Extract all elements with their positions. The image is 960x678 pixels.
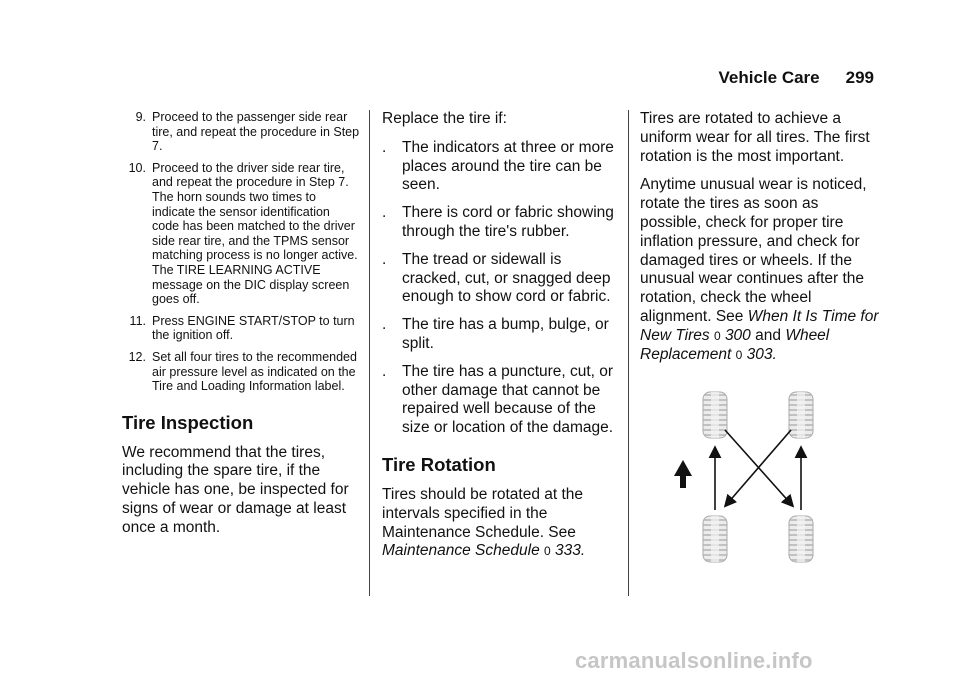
- column-left: [122, 110, 360, 548]
- tire-rotation-heading: Tire Rotation: [382, 453, 496, 475]
- maintenance-schedule-link[interactable]: Maintenance Schedule: [382, 542, 540, 560]
- column-divider: [369, 110, 370, 596]
- column-right: [640, 110, 880, 374]
- page-number: 299: [845, 68, 874, 87]
- page-ref-icon: 0: [735, 347, 743, 362]
- section-title: Vehicle Care: [718, 68, 820, 87]
- page-ref-icon: 0: [713, 328, 721, 343]
- step-item: 12. Set all four tires to the recommended air pressure level as indicated on the Tire and Loading Information label.: [128, 349, 357, 394]
- new-tires-link[interactable]: When It Is Time for New Tires: [640, 307, 879, 344]
- step-item: 10. Proceed to the driver side rear tire, and repeat the procedure in Step 7. The horn sounds two times to indicate the sensor identification code has been matched to the driver side rear tire, and the TPMS sensor matching process is no longer active. The TIRE LEARNING ACTIVE message on the DIC display screen goes off.: [128, 160, 358, 307]
- step-item: 9. Proceed to the passenger side rear tire, and repeat the procedure in Step 7.: [135, 110, 360, 154]
- list-item: . The tire has a bump, bulge, or split.: [382, 316, 609, 352]
- list-item: . The tire has a puncture, cut, or other damage that cannot be repaired well because of the size or location of the damage.: [382, 362, 614, 437]
- page-ref[interactable]: 300: [724, 326, 751, 344]
- list-item: . The tread or sidewall is cracked, cut, or snagged deep enough to show cord or fabric.: [382, 250, 611, 306]
- page-header: [719, 68, 875, 88]
- tire-rear-right-icon: [789, 516, 813, 562]
- column-middle: [382, 110, 617, 571]
- step-list: [122, 110, 360, 394]
- page-ref[interactable]: 333.: [555, 542, 586, 560]
- tire-front-right-icon: [789, 392, 813, 438]
- tire-inspection-heading: Tire Inspection: [122, 411, 254, 433]
- tire-rotation-diagram: [655, 386, 877, 570]
- page-ref-icon: 0: [544, 544, 551, 559]
- watermark: carmanualsonline.info: [575, 648, 813, 673]
- rotation-paragraph-2: Anytime unusual wear is noticed, rotate the tires as soon as possible, check for proper tire inflation pressure, and check for damaged tires or wheels. If the unusual wear continues after the rotation, check the wheel alignment. See When It Is Time for New Tires 0 300 and Wheel Replacement 0 303.: [640, 176, 879, 363]
- tire-inspection-text: We recommend that the tires, including the spare tire, if the vehicle has one, be inspected for signs of wear or damage at least once a month.: [122, 443, 349, 536]
- tire-rotation-text: Tires should be rotated at the intervals specified in the Maintenance Schedule. See Maintenance Schedule 0 333.: [382, 485, 586, 560]
- replace-intro: Replace the tire if:: [382, 110, 507, 127]
- list-item: . The indicators at three or more places around the tire can be seen.: [382, 138, 614, 194]
- tire-rear-left-icon: [703, 516, 727, 562]
- wheel-replacement-link[interactable]: Wheel Replacement: [640, 326, 830, 363]
- step-item: 11. Press ENGINE START/STOP to turn the ignition off.: [129, 313, 355, 343]
- page-ref[interactable]: 303.: [746, 345, 777, 363]
- forward-direction-arrow-icon: [674, 460, 692, 488]
- tire-front-left-icon: [703, 392, 727, 438]
- column-divider: [628, 110, 629, 596]
- rotation-paragraph-1: Tires are rotated to achieve a uniform wear for all tires. The first rotation is the most important.: [640, 110, 870, 165]
- list-item: . There is cord or fabric showing through the tire's rubber.: [382, 204, 614, 240]
